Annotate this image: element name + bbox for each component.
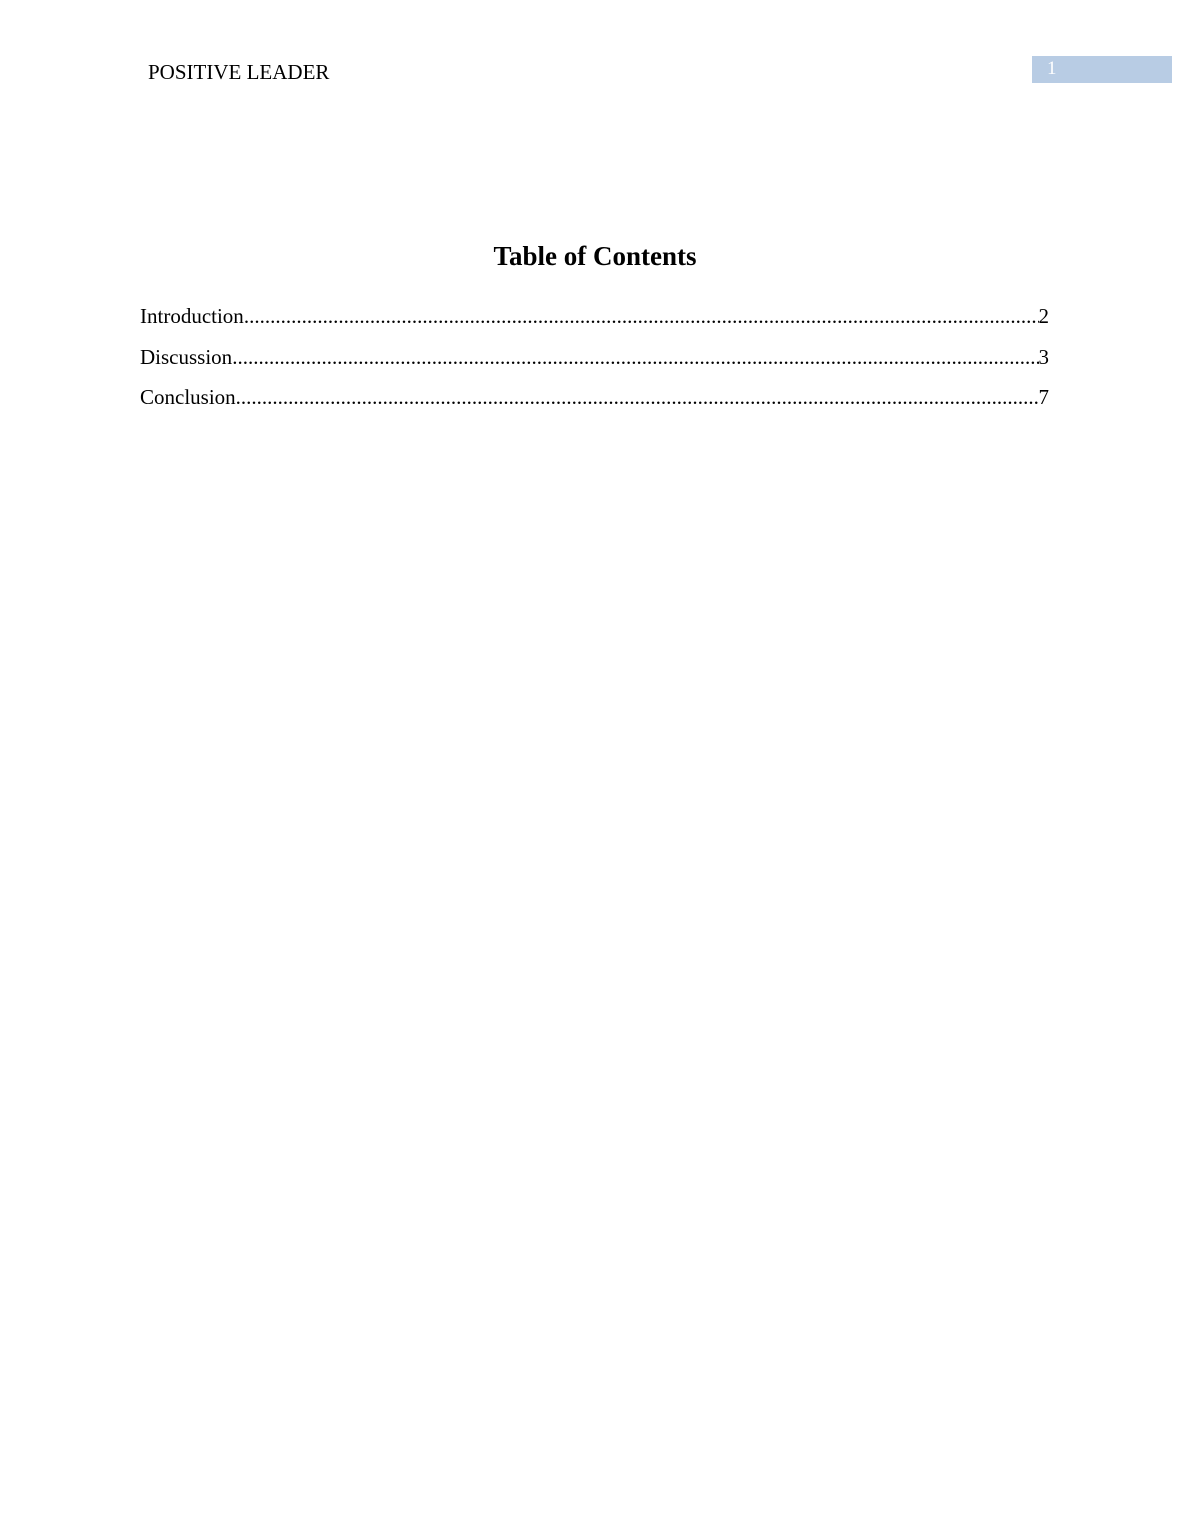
toc-title: Table of Contents — [493, 241, 697, 271]
toc-entry-label: Conclusion — [140, 385, 236, 409]
toc-list — [140, 302, 1049, 424]
toc-dot-leader — [236, 383, 1039, 411]
running-head: POSITIVE LEADER — [148, 60, 330, 84]
toc-entry-page: 2 — [1038, 304, 1049, 328]
toc-entry-page: 7 — [1038, 385, 1049, 409]
toc-dot-leader — [232, 343, 1038, 371]
toc-entry-discussion[interactable] — [140, 343, 1049, 384]
toc-entry-conclusion[interactable] — [140, 383, 1049, 424]
toc-dot-leader — [244, 302, 1039, 330]
toc-entry-label: Introduction — [140, 304, 244, 328]
toc-entry-label: Discussion — [140, 344, 233, 369]
page-number: 1 — [1047, 58, 1057, 79]
page-number-box — [1032, 56, 1172, 83]
toc-entry-page: 3 — [1038, 344, 1049, 369]
toc-entry-introduction[interactable] — [140, 302, 1049, 343]
